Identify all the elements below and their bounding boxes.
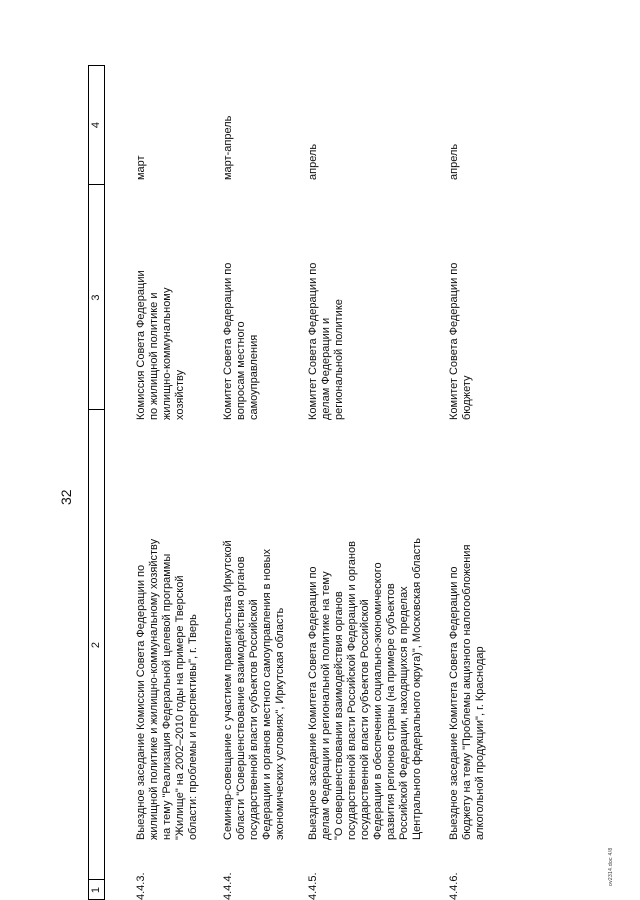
event-date: апрель — [448, 143, 460, 180]
responsible-body: Комитет Совета Федерации по вопросам местного самоуправления — [222, 262, 260, 420]
event-date: апрель — [307, 143, 319, 180]
event-date: март-апрель — [222, 115, 234, 180]
row-number: 4.4.5. — [307, 872, 319, 900]
responsible-body: Комитет Совета Федерации по делам Федерации и региональной политике — [307, 262, 345, 420]
header-col-3: 3 — [90, 294, 102, 301]
header-col-2: 2 — [90, 641, 102, 649]
event-description: Выездное заседание Комитета Совета Федерации по бюджету на тему "Проблемы акцизного налогообложения алкогольной продукции", г. Краснодар — [448, 544, 486, 840]
header-bottom-border — [104, 65, 105, 900]
page-number: 32 — [58, 489, 74, 505]
responsible-body: Комитет Совета Федерации по бюджету — [448, 262, 473, 420]
event-description: Выездное заседание Комитета Совета Федерации по делам Федерации и региональной политике на тему "О совершенствовании взаимодействия органов государственной власти Российской Федерации и органов государственной власти субъектов Российской Федерации в обеспечении социально-экономического развития регионов страны (на примере субъектов Российской Федерации, находящихся в пределах Центрального федерального округа)", Московская область — [307, 538, 423, 840]
event-description: Выездное заседание Комиссии Совета Федерации по жилищной политике и жилищно-коммунальному хозяйству на тему "Реализация Федеральной целевой программы "Жилище" на 2002–2010 годы на примере Тверской области: проблемы и перспективы", г. Тверь — [135, 538, 199, 840]
responsible-body: Комиссия Совета Федерации по жилищной политике и жилищно-коммунальному хозяйству — [135, 270, 186, 420]
event-date: март — [135, 155, 147, 180]
row-number: 4.4.6. — [448, 872, 460, 900]
row-number: 4.4.4. — [222, 872, 234, 900]
header-col-4: 4 — [90, 121, 102, 129]
event-description: Семинар-совещание с участием правительства Иркутской области "Совершенствование взаимодействия органов государственной власти субъектов Российской Федерации и органов местного самоуправления в новых экономических условиях", Иркутская область — [222, 540, 286, 840]
header-col-1: 1 — [90, 886, 102, 894]
row-number: 4.4.3. — [135, 872, 147, 900]
document-file-mark: ov2314.doc 4/8 — [608, 847, 614, 886]
